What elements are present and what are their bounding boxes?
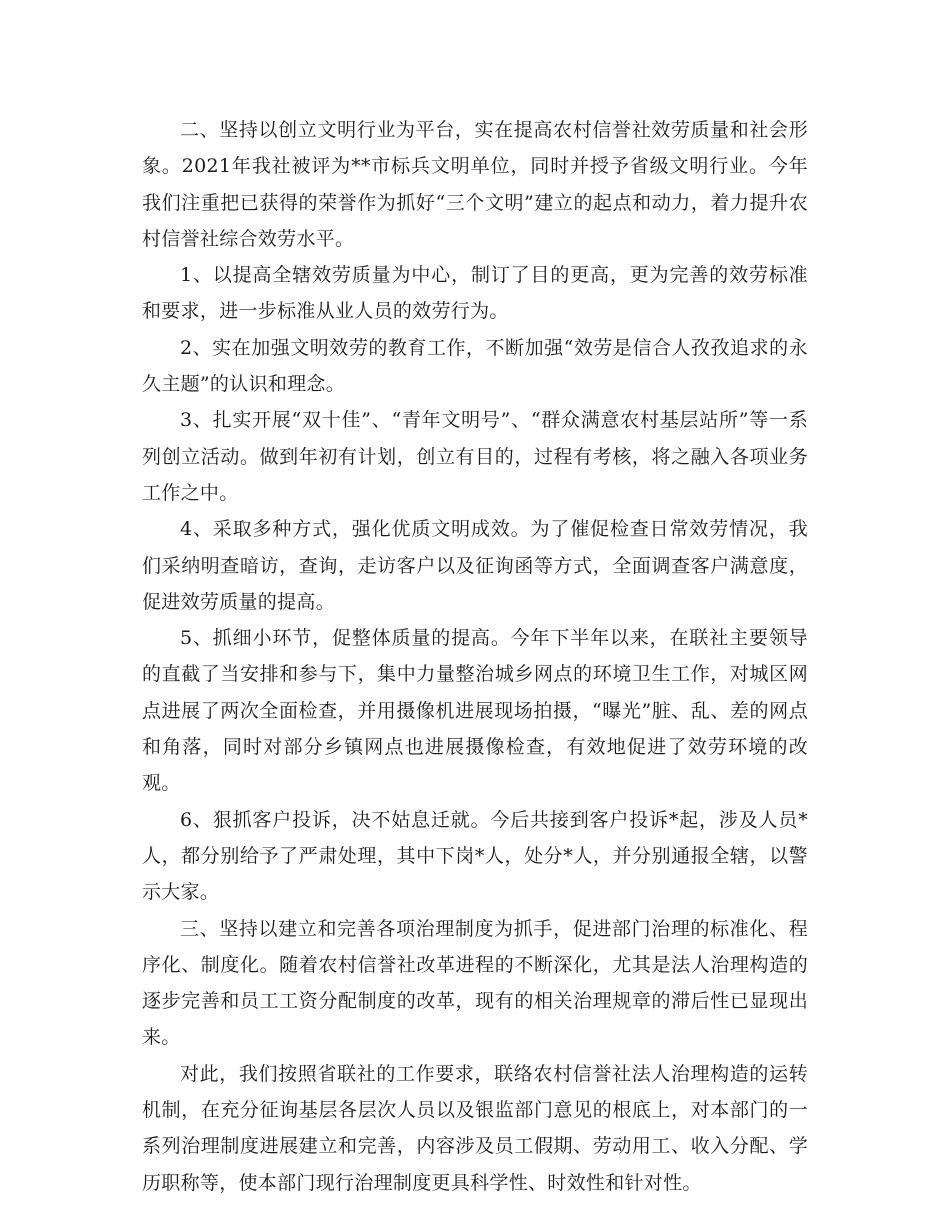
paragraph-item-6: 6、狠抓客户投诉，决不姑息迁就。今后共接到客户投诉*起，涉及人员*人，都分别给予了严肃处理，其中下岗*人，处分*人，并分别通报全辖，以警示大家。: [142, 808, 808, 904]
paragraph-item-1: 1、以提高全辖效劳质量为中心，制订了目的更高，更为完善的效劳标准和要求，进一步标准从业人员的效劳行为。: [142, 264, 808, 323]
paragraph-section-two: 二、坚持以创立文明行业为平台，实在提高农村信誉社效劳质量和社会形象。2021年我社被评为**市标兵文明单位，同时并授予省级文明行业。今年我们注重把已获得的荣誉作为抓好“三个文明”建立的起点和动力，着力提升农村信誉社综合效劳水平。: [142, 119, 808, 250]
paragraph-section-three: 三、坚持以建立和完善各项治理制度为抓手，促进部门治理的标准化、程序化、制度化。随着农村信誉社改革进程的不断深化，尤其是法人治理构造的逐步完善和员工工资分配制度的改革，现有的相关治理规章的滞后性已显现出来。: [142, 917, 808, 1049]
paragraph-conclusion: 对此，我们按照省联社的工作要求，联络农村信誉社法人治理构造的运转机制，在充分征询基层各层次人员以及银监部门意见的根底上，对本部门的一系列治理制度进展建立和完善，内容涉及员工假期、劳动用工、收入分配、学历职称等，使本部门现行治理制度更具科学性、时效性和针对性。: [142, 1062, 808, 1194]
paragraph-item-3: 3、扎实开展“双十佳”、“青年文明号”、“群众满意农村基层站所”等一系列创立活动。做到年初有计划，创立有目的，过程有考核，将之融入各项业务工作之中。: [142, 409, 808, 504]
paragraph-item-2: 2、实在加强文明效劳的教育工作，不断加强“效劳是信合人孜孜追求的永久主题”的认识和理念。: [142, 336, 808, 396]
paragraph-item-5: 5、抓细小环节，促整体质量的提高。今年下半年以来，在联社主要领导的直截了当安排和参与下，集中力量整治城乡网点的环境卫生工作，对城区网点进展了两次全面检查，并用摄像机进展现场拍摄，“曝光”脏、乱、差的网点和角落，同时对部分乡镇网点也进展摄像检查，有效地促进了效劳环境的改观。: [142, 627, 808, 795]
paragraph-item-4: 4、采取多种方式，强化优质文明成效。为了催促检查日常效劳情况，我们采纳明查暗访，查询，走访客户以及征询函等方式，全面调查客户满意度，促进效劳质量的提高。: [142, 518, 808, 613]
document-body: [142, 112, 808, 1201]
